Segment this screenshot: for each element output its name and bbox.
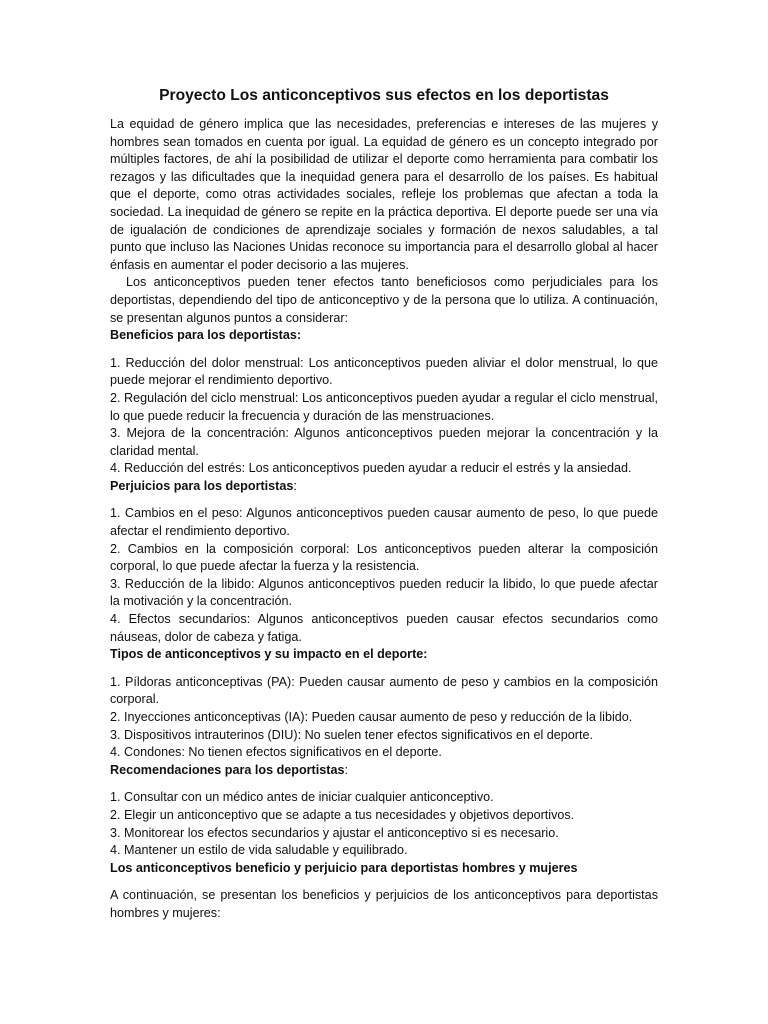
section-heading-text: Recomendaciones para los deportistas: [110, 762, 345, 777]
list-item: 3. Monitorear los efectos secundarios y ajustar el anticonceptivo si es necesario.: [110, 825, 559, 840]
list-item: 3. Dispositivos intrauterinos (DIU): No suelen tener efectos significativos en el deporte.: [110, 727, 593, 742]
list-item: 2. Cambios en la composición corporal: Los anticonceptivos pueden alterar la composición corporal, lo que puede afectar la fuerza y la resistencia.: [110, 541, 658, 574]
section-heading: [110, 327, 658, 345]
document-page: [110, 86, 658, 923]
section-list: [110, 505, 658, 646]
section-heading-text: Beneficios para los deportistas:: [110, 328, 302, 343]
list-item: 1. Píldoras anticonceptivas (PA): Pueden causar aumento de peso y cambios en la composición corporal.: [110, 674, 658, 707]
list-item: 1. Cambios en el peso: Algunos anticonceptivos pueden causar aumento de peso, lo que puede afectar el rendimiento deportivo.: [110, 506, 658, 539]
final-section: [110, 887, 658, 922]
section-heading-colon: :: [344, 762, 348, 777]
section-heading-text: Perjuicios para los deportistas: [110, 478, 294, 493]
section-heading: [110, 646, 658, 664]
list-item: 2. Elegir un anticonceptivo que se adapte a tus necesidades y objetivos deportivos.: [110, 807, 575, 822]
list-item: 2. Regulación del ciclo menstrual: Los anticonceptivos pueden ayudar a regular el ciclo menstrual, lo que puede reducir la frecuencia y duración de las menstruaciones.: [110, 390, 658, 423]
section-types: [110, 646, 658, 762]
section-heading-colon: :: [293, 478, 297, 493]
list-item: 4. Condones: No tienen efectos significativos en el deporte.: [110, 745, 442, 760]
section-heading: [110, 478, 658, 496]
list-item: 1. Consultar con un médico antes de iniciar cualquier anticonceptivo.: [110, 790, 494, 805]
final-heading: Los anticonceptivos beneficio y perjuicio para deportistas hombres y mujeres: [110, 860, 578, 875]
section-list: [110, 355, 658, 478]
section-heading: [110, 762, 658, 780]
list-item: 4. Reducción del estrés: Los anticonceptivos pueden ayudar a reducir el estrés y la ansiedad.: [110, 461, 632, 476]
section-benefits: [110, 327, 658, 478]
list-item: 3. Mejora de la concentración: Algunos anticonceptivos pueden mejorar la concentración y la claridad mental.: [110, 426, 658, 458]
section-list: [110, 789, 658, 859]
section-list: [110, 674, 658, 762]
list-item: 3. Reducción de la libido: Algunos anticonceptivos pueden reducir la libido, lo que puede afectar la motivación y la concentración.: [110, 576, 658, 609]
second-paragraph: Los anticonceptivos pueden tener efectos tanto beneficiosos como perjudiciales para los deportistas, dependiendo del tipo de anticonceptivo y de la persona que lo utiliza. A continuación, se presentan algunos puntos a considerar:: [110, 275, 658, 325]
section-drawbacks: [110, 478, 658, 646]
document-title: Proyecto Los anticonceptivos sus efectos en los deportistas: [159, 87, 609, 104]
section-recommendations: [110, 762, 658, 860]
list-item: 1. Reducción del dolor menstrual: Los anticonceptivos pueden aliviar el dolor menstrual, lo que puede mejorar el rendimiento deportivo.: [110, 355, 658, 388]
list-item: 4. Efectos secundarios: Algunos anticonceptivos pueden causar efectos secundarios como náuseas, dolor de cabeza y fatiga.: [110, 612, 658, 644]
final-paragraph: A continuación, se presentan los beneficios y perjuicios de los anticonceptivos para deportistas hombres y mujeres:: [110, 888, 658, 920]
list-item: 4. Mantener un estilo de vida saludable y equilibrado.: [110, 843, 408, 858]
section-heading-text: Tipos de anticonceptivos y su impacto en el deporte:: [110, 647, 428, 662]
list-item: 2. Inyecciones anticonceptivas (IA): Pueden causar aumento de peso y reducción de la libido.: [110, 710, 633, 724]
intro-paragraph: La equidad de género implica que las necesidades, preferencias e intereses de las mujeres y hombres sean tomados en cuenta por igual. La equidad de género es un concepto integrado por múltiples factores, de ahí la posibilidad de utilizar el deporte como herramienta para combatir los rezagos y las dificultades que la inequidad genera para el desarrollo de los países. Es habitual que el deporte, como otras actividades sociales, refleje los problemas que afectan a toda la sociedad. La inequidad de género se repite en la práctica deportiva. El deporte puede ser una vía de igualación de condiciones de aprendizaje sociales y formación de nexos saludables, a tal punto que incluso las Naciones Unidas reconoce su importancia para el desarrollo global al hacer énfasis en aumentar el poder decisorio a las mujeres.: [110, 117, 658, 272]
